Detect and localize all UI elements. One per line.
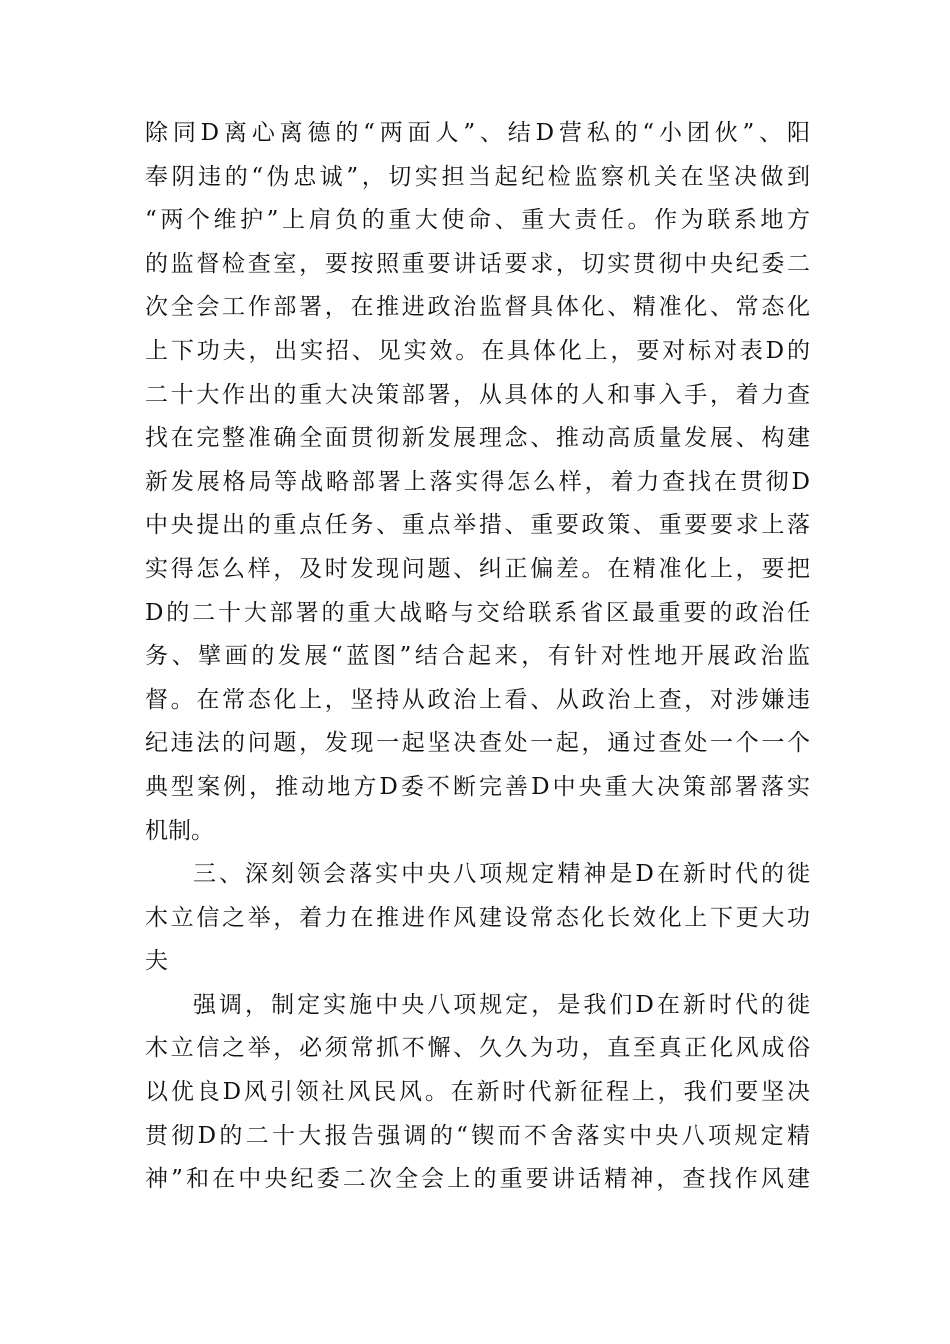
text-line: 纪违法的问题，发现一起坚决查处一起，通过查处一个一个 <box>145 730 810 757</box>
text-line: 除同D离心离德的“两面人”、结D营私的“小团伙”、阳 <box>145 120 810 146</box>
section-heading-line: 三、深刻领会落实中央八项规定精神是D在新时代的徙 <box>193 861 810 888</box>
text-line: “两个维护”上肩负的重大使命、重大责任。作为联系地方 <box>145 207 810 234</box>
text-line: 中央提出的重点任务、重点举措、重要政策、重要要求上落 <box>145 512 810 539</box>
text-line: 贯彻D的二十大报告强调的“锲而不舍落实中央八项规定精 <box>145 1122 810 1149</box>
text-line: 次全会工作部署，在推进政治监督具体化、精准化、常态化 <box>145 294 810 321</box>
text-line: 上下功夫，出实招、见实效。在具体化上，要对标对表D的 <box>145 337 810 364</box>
text-line: 典型案例，推动地方D委不断完善D中央重大决策部署落实 <box>145 773 810 800</box>
text-line: 强调，制定实施中央八项规定，是我们D在新时代的徙 <box>193 991 810 1018</box>
text-line: 务、擘画的发展“蓝图”结合起来，有针对性地开展政治监 <box>145 643 810 670</box>
text-line: 二十大作出的重大决策部署，从具体的人和事入手，着力查 <box>145 381 810 408</box>
text-line: 机制。 <box>145 817 214 844</box>
section-heading-line: 木立信之举，着力在推进作风建设常态化长效化上下更大功 <box>145 904 810 931</box>
text-line: D的二十大部署的重大战略与交给联系省区最重要的政治任 <box>145 599 810 626</box>
text-line: 实得怎么样，及时发现问题、纠正偏差。在精准化上，要把 <box>145 555 810 582</box>
text-line: 督。在常态化上，坚持从政治上看、从政治上查，对涉嫌违 <box>145 686 810 713</box>
text-line: 木立信之举，必须常抓不懈、久久为功，直至真正化风成俗 <box>145 1035 810 1062</box>
text-line: 找在完整准确全面贯彻新发展理念、推动高质量发展、构建 <box>145 425 810 452</box>
section-heading-line: 夫 <box>145 948 168 975</box>
text-line: 的监督检查室，要按照重要讲话要求，切实贯彻中央纪委二 <box>145 250 810 277</box>
text-line: 以优良D风引领社风民风。在新时代新征程上，我们要坚决 <box>145 1079 810 1106</box>
text-line: 神”和在中央纪委二次全会上的重要讲话精神，查找作风建 <box>145 1166 810 1193</box>
text-line: 奉阴违的“伪忠诚”，切实担当起纪检监察机关在坚决做到 <box>145 163 810 190</box>
text-line: 新发展格局等战略部署上落实得怎么样，着力查找在贯彻D <box>145 468 810 495</box>
document-body <box>145 112 810 1202</box>
